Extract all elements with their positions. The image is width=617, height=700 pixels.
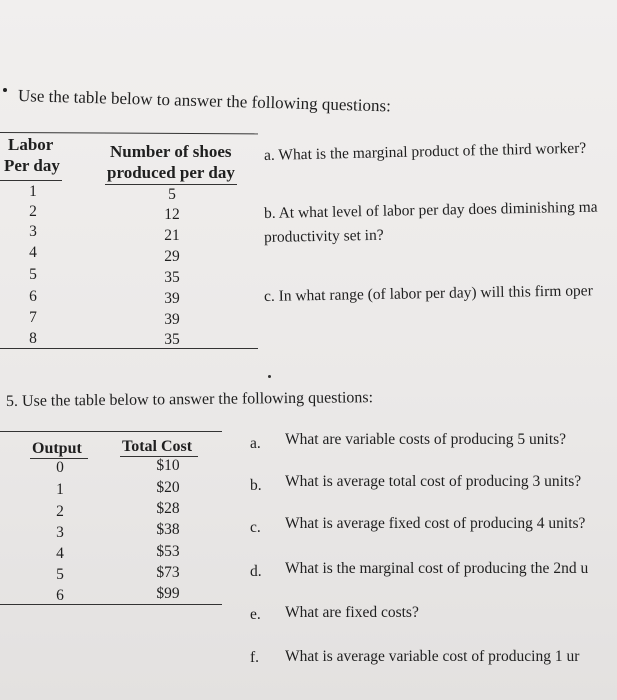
shoes-cell: 5 — [168, 186, 176, 203]
cost-question-label: a. — [250, 435, 261, 452]
table1-top-rule — [0, 132, 258, 134]
cost-question-label: d. — [250, 563, 262, 580]
section2-instruction: 5. Use the table below to answer the following questions: — [5, 389, 374, 410]
bullet-mark — [3, 88, 7, 92]
output-cell: 1 — [56, 481, 64, 498]
cost-question-text: What is average variable cost of producing 1 ur — [285, 648, 580, 665]
cost-cell: $20 — [156, 479, 180, 496]
cost-cell: $38 — [156, 521, 180, 538]
labor-header-line2: Per day — [4, 156, 60, 175]
shoes-cell: 12 — [164, 206, 180, 223]
output-header: Output — [32, 440, 82, 457]
cost-cell: $73 — [156, 564, 180, 581]
shoes-cell: 35 — [164, 331, 180, 348]
shoes-cell: 21 — [164, 227, 180, 244]
shoes-cell: 35 — [164, 269, 180, 286]
cost-question-label: f. — [250, 649, 260, 666]
shoes-header-line2: produced per day — [107, 163, 235, 182]
labor-cell: 6 — [29, 288, 37, 305]
question-a: a. What is the marginal product of the third worker? — [263, 139, 587, 164]
shoes-cell: 29 — [164, 248, 180, 265]
cost-question-text: What are variable costs of producing 5 units? — [285, 431, 567, 448]
cost-cell: $28 — [156, 500, 180, 517]
table1-bottom-rule — [0, 348, 258, 349]
cost-question-label: e. — [250, 606, 261, 623]
cost-cell: $10 — [156, 457, 180, 474]
question-c: c. In what range (of labor per day) will this firm oper — [263, 282, 593, 305]
cost-question-label: c. — [250, 519, 261, 536]
labor-cell: 8 — [29, 330, 37, 347]
labor-cell: 3 — [29, 223, 37, 240]
shoes-cell: 39 — [164, 290, 180, 307]
output-cell: 4 — [56, 545, 64, 562]
labor-header-line1: Labor — [8, 135, 54, 154]
output-cell: 0 — [56, 459, 64, 476]
output-cell: 5 — [56, 566, 64, 583]
cost-question-text: What is the marginal cost of producing the 2nd u — [285, 560, 589, 577]
labor-cell: 7 — [29, 309, 37, 326]
labor-header-underline — [0, 180, 62, 181]
cost-question-label: b. — [250, 477, 262, 494]
labor-cell: 2 — [29, 203, 37, 220]
cost-cell: $99 — [156, 585, 180, 602]
table2-bottom-rule — [0, 604, 222, 605]
shoes-cell: 39 — [164, 311, 180, 328]
total-cost-header: Total Cost — [122, 438, 193, 455]
output-cell: 3 — [56, 524, 64, 541]
labor-cell: 5 — [29, 266, 37, 283]
cost-question-text: What is average fixed cost of producing 4 units? — [285, 515, 586, 532]
labor-cell: 1 — [29, 183, 37, 200]
shoes-header-line1: Number of shoes — [110, 142, 232, 161]
output-cell: 6 — [56, 587, 64, 604]
cost-question-text: What is average total cost of producing 3 units? — [285, 473, 582, 490]
stray-dot — [268, 375, 271, 378]
question-b-line2: productivity set in? — [263, 226, 384, 246]
shoes-header-underline — [105, 184, 237, 185]
cost-question-text: What are fixed costs? — [285, 604, 419, 621]
section1-instruction: Use the table below to answer the following questions: — [17, 86, 392, 116]
cost-cell: $53 — [156, 543, 180, 560]
output-cell: 2 — [56, 503, 64, 520]
table2-top-rule — [0, 431, 222, 432]
labor-cell: 4 — [29, 244, 37, 261]
question-b-line1: b. At what level of labor per day does diminishing ma — [263, 198, 598, 222]
